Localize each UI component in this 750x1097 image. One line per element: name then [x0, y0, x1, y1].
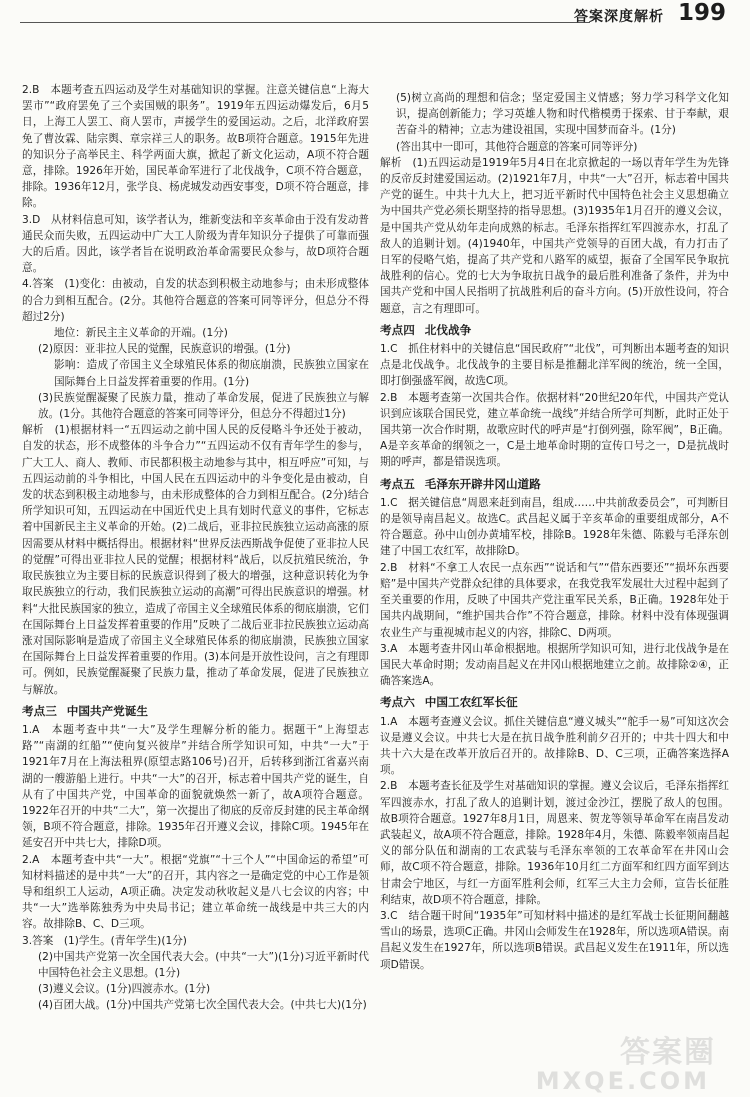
watermark-logo: 答案圈 [620, 1035, 716, 1070]
answer-paragraph: (3)遵义会议。(1分)四渡赤水。(1分) [38, 983, 211, 996]
answer-paragraph: 1.C 抓住材料中的关键信息“国民政府”“北伐”，可判断出本题考查的知识点是北伐战争。北伐战争的主要目标是推翻北洋军阀的统治，统一全国，即打倒强盛军阀，故选C项。 [380, 343, 729, 388]
section-title: 毛泽东开辟井冈山道路 [424, 476, 541, 491]
section-number: 考点四 [380, 322, 415, 337]
section-title: 北伐战争 [424, 322, 472, 337]
answer-paragraph: 3.A 本题考查井冈山革命根据地。根据所学知识可知，进行北伐战争是在国民大革命时期；发动南昌起义在井冈山根据地建立之前。故排除②④，正确答案选A。 [380, 642, 729, 688]
answer-paragraph: 4.答案 (1)变化：由被动，自发的状态到积极主动地参与；由未形成整体的合力到相互配合。(2分。其他符合题意的答案可同等评分，但总分不得超过2分) [22, 278, 369, 323]
answer-paragraph: (答出其中一即可，其他符合题意的答案可同等评分) [396, 140, 638, 153]
answer-paragraph: 2.B 本题考查第一次国共合作。依据材料“20世纪20年代，中国共产党认识到应该联合国民党，建立革命统一战线”并结合所学可判断，此时正处于国共第一次合作时期，故歌应时代的呼声是“打倒列强，除军阀”，B正确。A是辛亥革命的纲领之一，C是土地革命时期的宣传口号之一，D是抗战时期的呼声，都是错误选项。 [380, 391, 729, 469]
section-heading [380, 476, 729, 492]
page-header [0, 0, 750, 28]
answer-paragraph: 3.C 结合题干时间“1935年”可知材料中描述的是红军战士长征期间翻越雪山的场景，选项C正确。井冈山会师发生在1928年，所以选项A错误。南昌起义发生在1927年，所以选项B错误。武昌起义发生在1911年，所以选项D错误。 [380, 909, 729, 971]
section-heading [380, 322, 729, 338]
answer-paragraph: 3.D 从材料信息可知，该学者认为，维新变法和辛亥革命由于没有发动普通民众而失败，五四运动中广大工人阶级为青年知识分子提供了可靠而强大的后盾。因此，该学者旨在说明政治革命需要民众参与，故D项符合题意。 [22, 213, 369, 275]
right-column [380, 90, 729, 973]
answer-paragraph: 地位：新民主主义革命的开端。(1分) [54, 327, 228, 340]
answer-paragraph: 2.B 材料“不拿工人农民一点东西”“说话和气”“借东西要还”“损坏东西要赔”是中国共产党群众纪律的具体要求，在我党我军发展壮大过程中起到了至关重要的作用，反映了中国共产党注重军民关系，B正确。1928年处于国共内战期间，“维护国共合作”不符合题意，排除。材料中没有体现强调农业生产与重视城市起义的内容，排除C、D两项。 [380, 561, 729, 639]
answer-paragraph: 2.A 本题考查中共“一大”。根据“党旗”“十三个人”“中国命运的希望”可知材料描述的是中共“一大”的召开，其内容之一是确定党的中心工作是领导和组织工人运动，A项正确。决定发动秋收起义是八七会议的内容；中共“一大”选举陈独秀为中央局书记；建立革命统一战线是中共三大的内容。故排除B、C、D三项。 [22, 853, 369, 931]
page-number: 199 [677, 0, 726, 26]
answer-paragraph: 1.A 本题考查中共“一大”及学生理解分析的能力。据题干“上海望志路”“南湖的红船”“使向复兴彼岸”并结合所学知识可知，中共“一大”于1921年7月在上海法租界(原望志路106号)召开，后转移到浙江省嘉兴南湖的一艘游船上进行。中共“一大”的召开，标志着中国共产党的诞生，自从有了中国共产党，中国革命的面貌就焕然一新了，故A项符合题意。1922年召开的中共“二大”，第一次提出了彻底的反帝反封建的民主革命纲领，B项不符合题意，排除。1935年召开遵义会议，排除C项。1945年在延安召开中共七大，排除D项。 [22, 723, 369, 850]
answer-paragraph: 3.答案 (1)学生。(青年学生)(1分) [22, 934, 187, 947]
header-title: 答案深度解析 [574, 9, 664, 25]
answer-paragraph: (3)民族觉醒凝聚了民族力量，推动了革命发展，促进了民族独立与解放。(1分。其他符合题意的答案可同等评分，但总分不得超过1分) [38, 391, 369, 421]
answer-paragraph: 1.A 本题考查遵义会议。抓住关键信息“遵义城头”“舵手一易”可知这次会议是遵义会议。中共七大是在抗日战争胜利前夕召开的；中共十四大和中共十六大是在改革开放后召开的。故排除B、D、C三项，正确答案选择A项。 [380, 715, 729, 777]
answer-paragraph: 2.B 本题考查五四运动及学生对基础知识的掌握。注意关键信息“上海大罢市”“政府罢免了三个卖国贼的职务”。1919年五四运动爆发后，6月5日，上海工人罢工、商人罢市，声援学生的爱国运动。之后，北洋政府罢免了曹汝霖、陆宗舆、章宗祥三人的职务。故B项符合题意。1915年先进的知识分子高举民主、科学两面大旗，掀起了新文化运动，A项不符合题意，排除。1926年开始，国民革命军进行了北伐战争，C项不符合题意，排除。1936年12月，张学良、杨虎城发动西安事变，D项不符合题意，排除。 [22, 84, 369, 210]
answer-paragraph: 2.B 本题考查长征及学生对基础知识的掌握。遵义会议后，毛泽东指挥红军四渡赤水，打乱了敌人的追剿计划，渡过金沙江，摆脱了敌人的包围。故B项符合题意。1927年8月1日，周恩来、贺龙等领导革命军在南昌发动武装起义，故A项不符合题意，排除。1928年4月，朱德、陈毅率领南昌起义的部分队伍和湖南的工农武装与毛泽东率领的工农革命军在井冈山会师，故C项不符合题意，排除。1936年10月红二方面军和红四方面军到达甘肃会宁地区，与红一方面军胜利会师，红军三大主力会师，宣告长征胜利结束，故D项不符合题意，排除。 [380, 780, 729, 906]
section-title: 中国工农红军长征 [424, 695, 518, 710]
section-heading [380, 694, 729, 710]
answer-paragraph: 解析 (1)五四运动是1919年5月4日在北京掀起的一场以青年学生为先锋的反帝反封建爱国运动。(2)1921年7月，中共“一大”召开，标志着中国共产党的诞生。中共十九大上，把习近平新时代中国特色社会主义思想确立为中国共产党必须长期坚持的指导思想。(3)1935年1月召开的遵义会议，是中国共产党从幼年走向成熟的标志。毛泽东指挥红军四渡赤水，打乱了敌人的追剿计划。(4)1940年，中国共产党领导的百团大战，有力打击了日军的侵略气焰，提高了共产党和八路军的威望，振奋了全国军民争取抗战胜利的信心。党的七大为争取抗日战争的最后胜利准备了条件，并为中国共产党和中国人民指明了抗战胜利后的奋斗方向。(5)开放性设问，符合题意，言之有理即可。 [380, 156, 729, 315]
header-rule [20, 22, 590, 23]
answer-paragraph: (2)原因：亚非拉人民的觉醒，民族意识的增强。(1分) [38, 343, 291, 356]
section-title: 中国共产党诞生 [66, 703, 148, 718]
section-number: 考点六 [380, 695, 415, 710]
answer-paragraph: (5)树立高尚的理想和信念；坚定爱国主义情感；努力学习科学文化知识，提高创新能力；学习英雄人物和时代楷模勇于探索、甘于奉献，艰苦奋斗的精神；立志为建设祖国，实现中国梦而奋斗。(1分) [396, 92, 729, 137]
answer-paragraph: (2)中国共产党第一次全国代表大会。(中共“一大”)(1分)习近平新时代中国特色社会主义思想。(1分) [38, 950, 369, 979]
answer-paragraph: 影响：造成了帝国主义全球殖民体系的彻底崩溃，民族独立国家在国际舞台上日益发挥着重要的作用。(1分) [54, 359, 369, 388]
watermark-url: MXQE.COM [535, 1067, 710, 1095]
left-column [22, 82, 369, 1014]
answer-paragraph: (4)百团大战。(1分)中国共产党第七次全国代表大会。(中共七大)(1分) [38, 999, 367, 1012]
section-heading [22, 703, 369, 719]
section-number: 考点三 [22, 703, 57, 718]
answer-paragraph: 1.C 据关键信息“周恩来赶到南昌，组成……中共前敌委员会”，可判断目的是领导南昌起义。故选C。武昌起义属于辛亥革命的重要组成部分，A不符合题意。孙中山创办黄埔军校，排除B。1928年朱德、陈毅与毛泽东创建了中国工农红军，故排除D。 [380, 496, 729, 558]
answer-paragraph: 解析 (1)根据材料一“五四运动之前中国人民的反侵略斗争还处于被动，自发的状态，形不成整体的斗争合力”“五四运动不仅有青年学生的参与，广大工人、商人、教师、市民都积极主动地参与其中，相互呼应”可知，与五四运动前的斗争相比，中国人民在五四运动中的斗争变化是由被动，自发的状态到积极主动地参与，由未形成整体的合力到相互配合。(2分)结合所学知识可知，五四运动在中国近代史上具有划时代意义的事件，它标志着中国新民主主义革命的开始。(2)二战后，亚非拉民族独立运动高涨的原因需要从材料中概括得出。根据材料“世界反法西斯战争促使了亚非拉人民的觉醒”可得出亚非拉人民的觉醒；根据材料“战后，以反抗殖民统治，争取民族独立为主要目标的民族意识得到了极大的增强，这种意识转化为争取民族独立的行动，我们民族独立运动的高潮”可得出民族意识的增强。材料“大批民族国家的独立，造成了帝国主义全球殖民体系的彻底崩溃，它们在国际舞台上日益发挥着重要的作用”反映了二战后亚非拉民族独立运动高涨对国际影响是造成了帝国主义全球殖民体系的彻底崩溃，民族独立国家在国际舞台上日益发挥着重要的作用。(3)本问是开放性设问，言之有理即可。例如，民族觉醒凝聚了民族力量，推动了革命发展，促进了民族独立与解放。 [22, 424, 369, 696]
section-number: 考点五 [380, 476, 415, 491]
